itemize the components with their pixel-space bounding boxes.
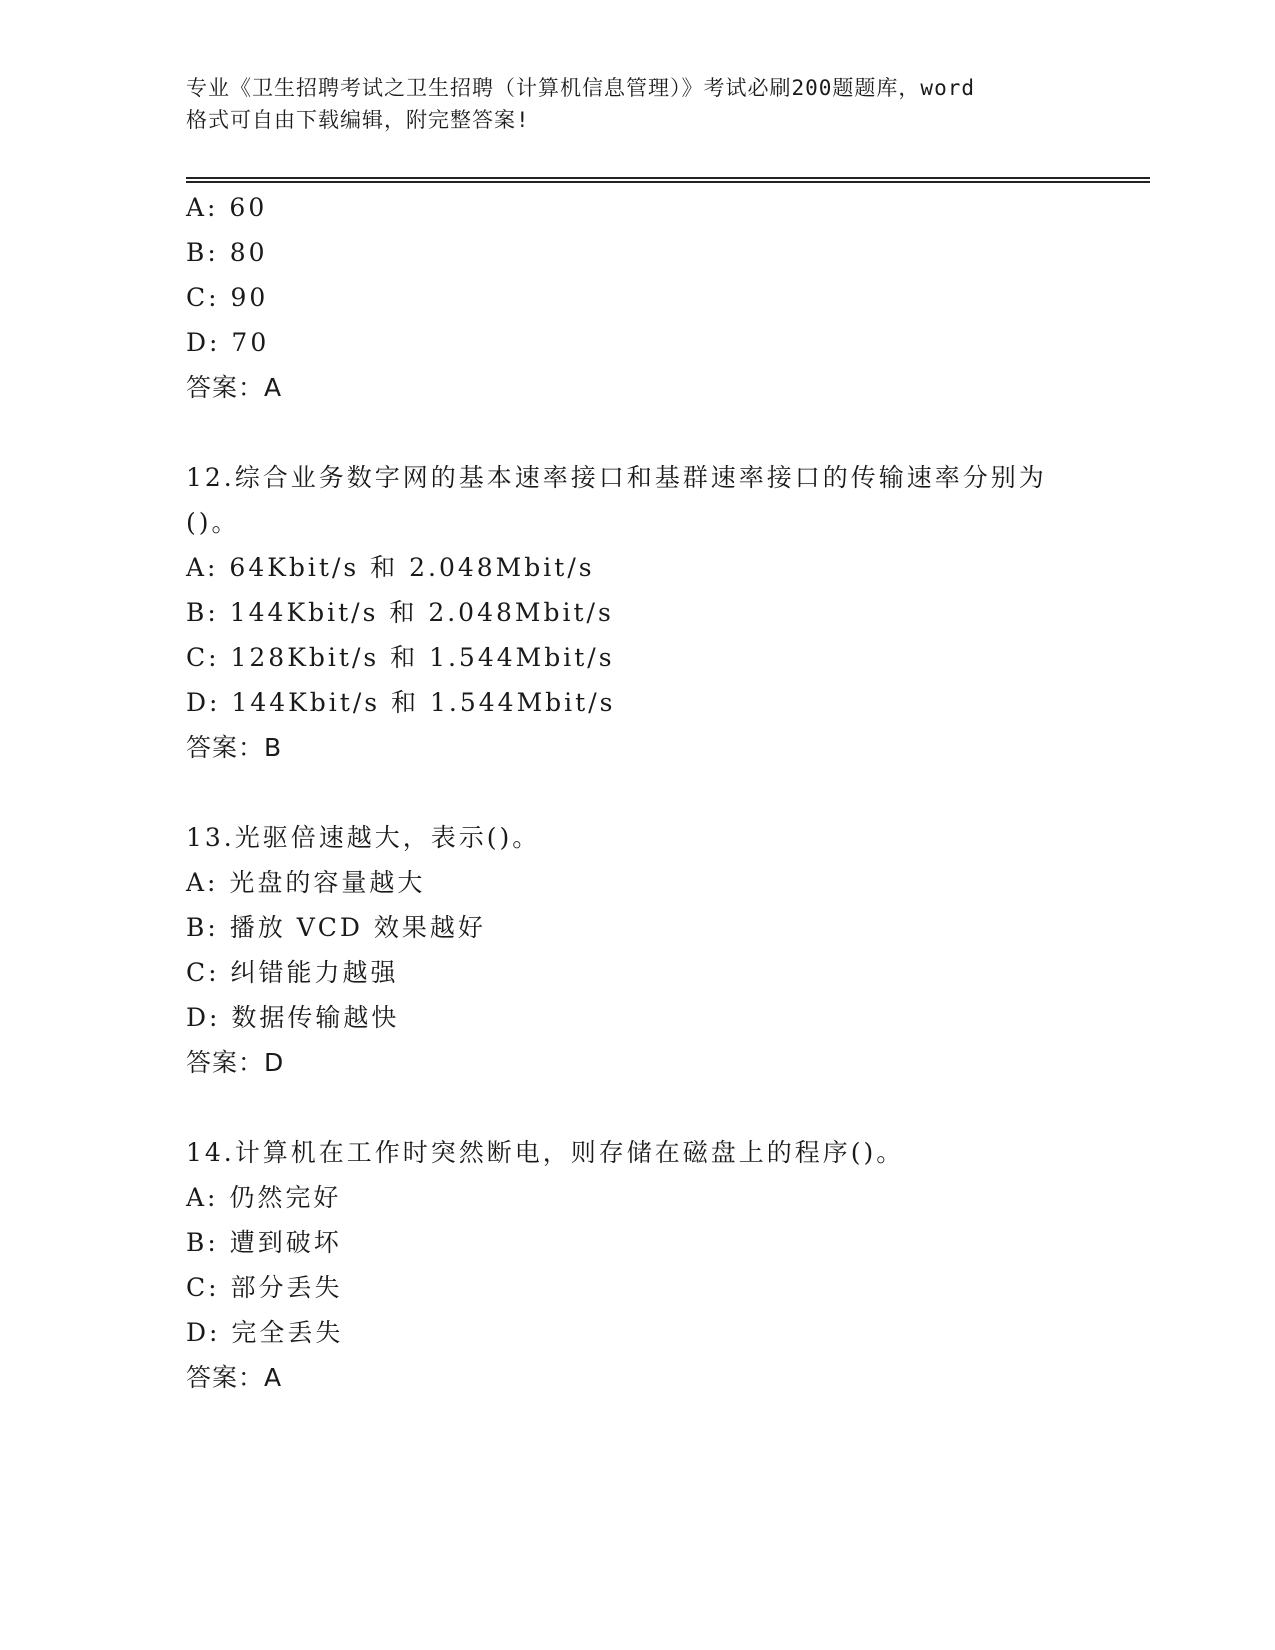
q12-stem-line-1: 12.综合业务数字网的基本速率接口和基群速率接口的传输速率分别为 xyxy=(186,463,1047,492)
q14-option-b: B: 遭到破坏 xyxy=(186,1228,342,1257)
header-line-2: 格式可自由下载编辑，附完整答案! xyxy=(186,108,530,132)
q12-option-a: A: 64Kbit/s 和 2.048Mbit/s xyxy=(186,553,595,582)
q13-option-d: D: 数据传输越快 xyxy=(186,1003,400,1032)
q13-option-a: A: 光盘的容量越大 xyxy=(186,868,426,897)
q14-option-c: C: 部分丢失 xyxy=(186,1273,343,1302)
q12-option-b: B: 144Kbit/s 和 2.048Mbit/s xyxy=(186,598,614,627)
q13-option-c: C: 纠错能力越强 xyxy=(186,958,399,987)
q12-answer: 答案：B xyxy=(186,733,283,762)
q11-answer: 答案：A xyxy=(186,373,283,402)
page-header xyxy=(186,72,1086,136)
q11-option-b: B: 80 xyxy=(186,238,268,267)
q12-option-c: C: 128Kbit/s 和 1.544Mbit/s xyxy=(186,643,615,672)
q14-option-a: A: 仍然完好 xyxy=(186,1183,342,1212)
q13-answer: 答案：D xyxy=(186,1048,285,1077)
q12-stem-line-2: ()。 xyxy=(186,508,240,537)
q13-stem: 13.光驱倍速越大，表示()。 xyxy=(186,823,541,852)
header-rule-top xyxy=(186,177,1150,179)
q14-answer: 答案：A xyxy=(186,1363,283,1392)
q14-stem: 14.计算机在工作时突然断电，则存储在磁盘上的程序()。 xyxy=(186,1138,905,1167)
header-line-1: 专业《卫生招聘考试之卫生招聘（计算机信息管理）》考试必刷200题题库，word xyxy=(186,76,975,100)
q12-option-d: D: 144Kbit/s 和 1.544Mbit/s xyxy=(186,688,616,717)
q11-option-c: C: 90 xyxy=(186,283,269,312)
q11-option-a: A: 60 xyxy=(186,193,268,222)
header-rule-bottom xyxy=(186,181,1150,183)
q13-option-b: B: 播放 VCD 效果越好 xyxy=(186,913,486,942)
q11-option-d: D: 70 xyxy=(186,328,270,357)
q14-option-d: D: 完全丢失 xyxy=(186,1318,344,1347)
